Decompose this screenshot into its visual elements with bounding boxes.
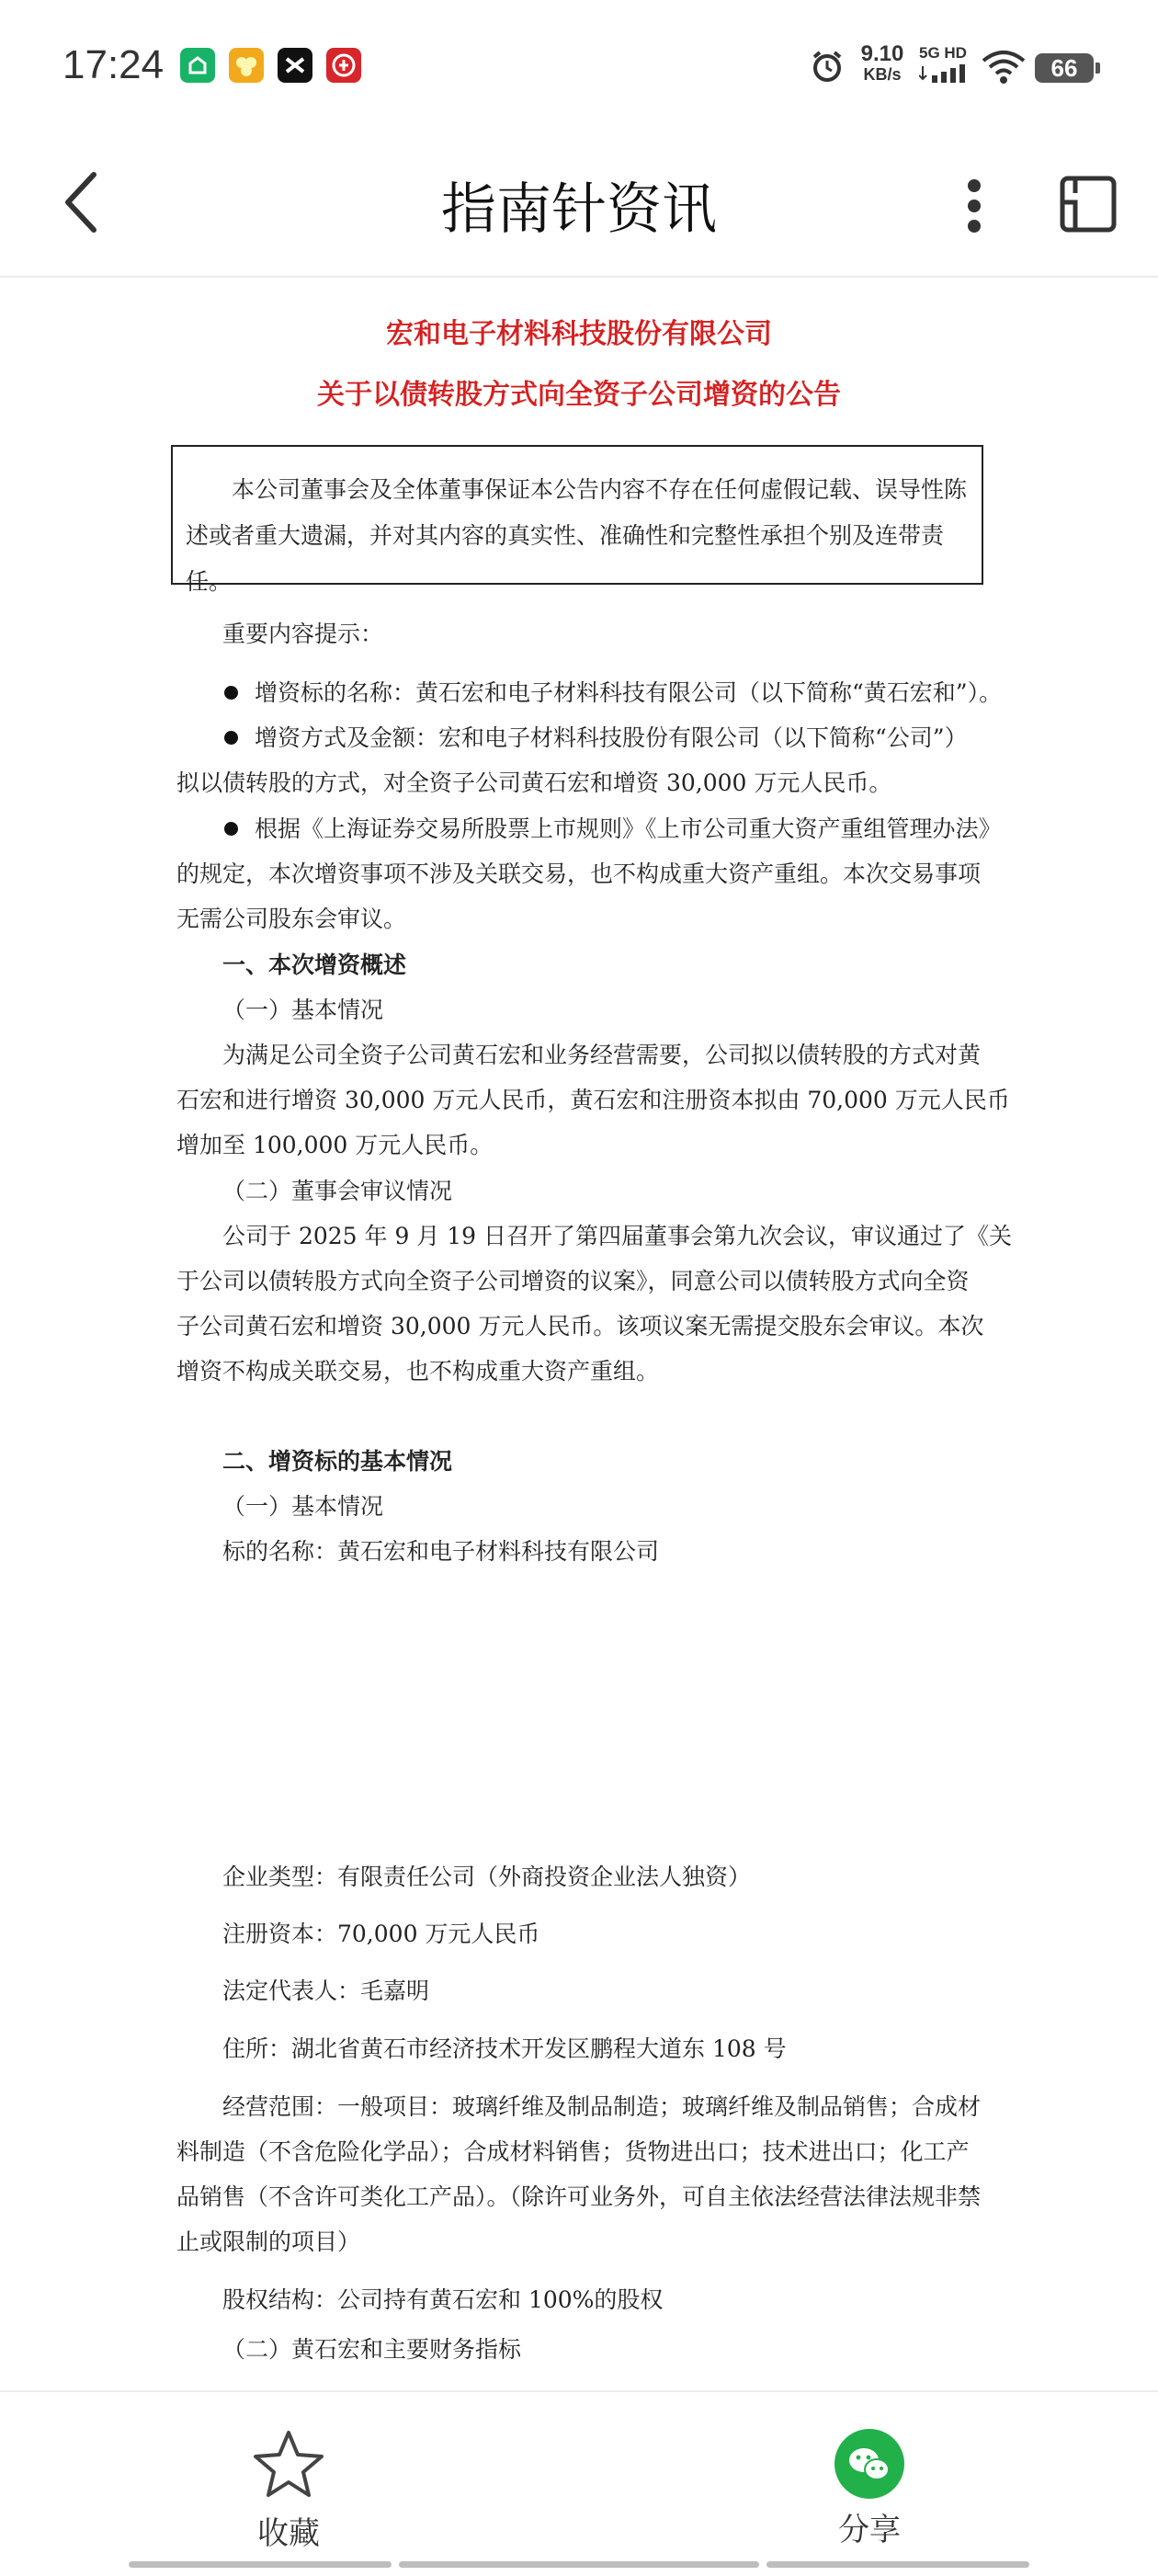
status-time: 17:24 <box>62 42 165 87</box>
wechat-icon <box>834 2429 904 2499</box>
red-app-icon <box>326 48 361 83</box>
window-mode-button[interactable] <box>1042 156 1134 248</box>
business-scope-line: 料制造（不含危险化学品）；合成材料销售；货物进出口；技术进出口；化工产 <box>176 2138 970 2165</box>
network-speed <box>855 41 910 85</box>
business-scope-line: 品销售（不含许可类化工产品）。（除许可业务外，可自主依法经营法律法规非禁 <box>176 2183 982 2210</box>
company-type: 企业类型：有限责任公司（外商投资企业法人独资） <box>222 1864 752 1890</box>
legal-representative: 法定代表人：毛嘉明 <box>222 1978 430 2004</box>
disclaimer-box: 本公司董事会及全体董事保证本公告内容不存在任何虚假记载、误导性陈述或者重大遗漏，并对其内容的真实性、准确性和完整性承担个别及连带责任。 <box>171 445 983 585</box>
paragraph-line: 增资不构成关联交易，也不构成重大资产重组。 <box>176 1358 660 1385</box>
subsection-heading: （一）基本情况 <box>222 1493 384 1520</box>
business-scope-line: 经营范围：一般项目：玻璃纤维及制品制造；玻璃纤维及制品销售；合成材 <box>222 2093 982 2120</box>
page-title: 指南针资讯 <box>441 177 717 242</box>
paragraph-line: 子公司黄石宏和增资 30,000 万元人民币。该项议案无需提交股东会审议。本次 <box>176 1313 984 1339</box>
signal-bars-icon <box>919 63 972 83</box>
nav-bar <box>0 138 1158 278</box>
equity-structure: 股权结构：公司持有黄石宏和 100%的股权 <box>222 2286 664 2313</box>
address: 住所：湖北省黄石市经济技术开发区鹏程大道东 108 号 <box>222 2035 787 2062</box>
summary-heading: 重要内容提示： <box>222 621 384 647</box>
gesture-bar <box>766 2561 1029 2568</box>
registered-capital: 注册资本：70,000 万元人民币 <box>222 1921 540 1947</box>
bullet-continuation: 的规定，本次增资事项不涉及关联交易，也不构成重大资产重组。本次交易事项 <box>176 861 982 887</box>
bullet-continuation: 无需公司股东会审议。 <box>176 906 407 932</box>
share-label: 分享 <box>838 2512 901 2548</box>
paragraph-line: 公司于 2025 年 9 月 19 日召开了第四届董事会第九次会议，审议通过了《关 <box>222 1223 1013 1249</box>
bullet-text: 增资标的名称：黄石宏和电子材料科技有限公司（以下简称“黄石宏和”）。 <box>255 679 1003 706</box>
announcement-title: 关于以债转股方式向全资子公司增资的公告 <box>317 379 841 411</box>
favorite-button[interactable] <box>197 2429 380 2553</box>
gesture-bar <box>399 2561 759 2568</box>
bullet-dot <box>224 822 238 836</box>
subsection-heading: （二）董事会审议情况 <box>222 1178 453 1204</box>
bullet-item <box>224 720 968 753</box>
bullet-text: 增资方式及金额：宏和电子材料科技股份有限公司（以下简称“公司”） <box>255 724 968 751</box>
battery-indicator: 66 <box>1035 53 1094 83</box>
network-speed-value: 9.10 <box>860 41 904 66</box>
more-vertical-icon <box>928 156 1020 248</box>
bullet-item <box>224 675 1002 708</box>
favorite-label: 收藏 <box>257 2515 320 2552</box>
signal-label: 5G HD <box>919 44 967 62</box>
bullet-item <box>224 811 1002 844</box>
network-speed-unit: KB/s <box>863 65 902 84</box>
business-scope-line: 止或限制的项目） <box>176 2228 361 2255</box>
paragraph-line: 增加至 100,000 万元人民币。 <box>176 1132 494 1158</box>
bullet-dot <box>224 731 238 745</box>
target-name: 标的名称：黄石宏和电子材料科技有限公司 <box>222 1538 660 1565</box>
star-outline-icon <box>252 2429 325 2499</box>
paragraph-line: 于公司以债转股方式向全资子公司增资的议案》，同意公司以债转股方式向全资 <box>176 1268 970 1294</box>
paragraph-line: 石宏和进行增资 30,000 万元人民币，黄石宏和注册资本拟由 70,000 万元人民币 <box>176 1087 1010 1113</box>
bullet-text: 根据《上海证券交易所股票上市规则》《上市公司重大资产重组管理办法》 <box>255 815 1002 842</box>
alarm-icon <box>809 48 846 89</box>
wifi-icon <box>982 50 1026 89</box>
green-app-icon <box>180 48 215 83</box>
yellow-app-icon <box>229 48 264 83</box>
more-button[interactable] <box>928 156 1020 248</box>
subsection-heading: （一）基本情况 <box>222 997 384 1023</box>
section-heading-1: 一、本次增资概述 <box>222 952 407 978</box>
black-app-icon <box>278 48 312 83</box>
window-icon <box>1042 156 1134 248</box>
subsection-heading: （二）黄石宏和主要财务指标 <box>222 2336 522 2363</box>
cellular-signal <box>919 44 976 87</box>
company-title: 宏和电子材料科技股份有限公司 <box>386 318 772 350</box>
status-bar <box>0 0 1158 138</box>
bottom-bar <box>0 2390 1158 2576</box>
share-button[interactable] <box>778 2429 961 2549</box>
paragraph-line: 为满足公司全资子公司黄石宏和业务经营需要，公司拟以债转股的方式对黄 <box>222 1042 982 1068</box>
bullet-continuation: 拟以债转股的方式，对全资子公司黄石宏和增资 30,000 万元人民币。 <box>176 769 892 796</box>
article-body <box>0 278 1158 2392</box>
gesture-bar <box>129 2561 392 2568</box>
bullet-dot <box>224 686 238 700</box>
section-heading-2: 二、增资标的基本情况 <box>222 1448 453 1475</box>
